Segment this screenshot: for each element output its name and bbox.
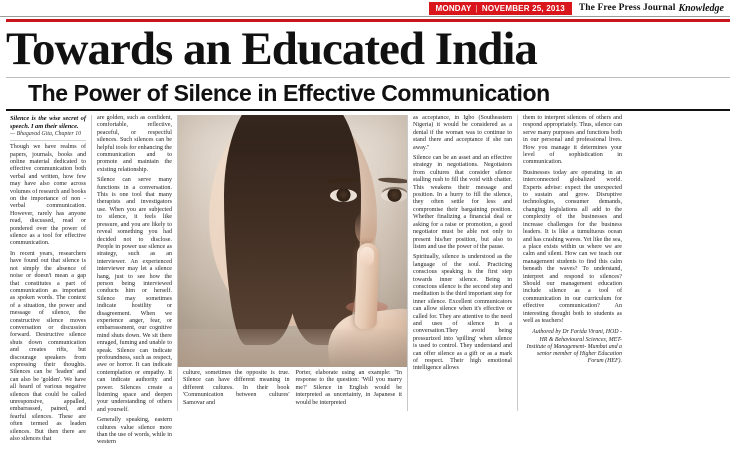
paragraph: Silence can serve many functions in a conversation. This is one tool that many therapists and investigators use. When you are subjected to silence, it feels like pressure, and you are likely to reveal something you had decided not to disclose. People in power use silence as strategy, such as an interviewer. An experienced interviewer may let a silence hang, just to see how the person being interviewed conducts him or herself. Silence may sometimes indicate hostility or disagreement. When we experience anger, fear, or embarrassment, our cognitive mind shuts down. We sit there enraged, fuming and unable to speak. Silence can indicate profoundness, such as respect, awe or horror. It can indicate contemplation or empathy. It can indicate authority and power. Silences create a listening space and deepen your understanding of others and yourself. xyxy=(97,177,172,413)
paragraph: Businesses today are operating in an interconnected globalized world. Experts advise: expect the unexpected to sustain and grow. Disruptive technologies, consumer demands, changing legislations all add to the complexity of the businesses and increase challenges for the business leaders. It is like a tumultuous ocean and has crashing waves. Yet like the sea, a place exists within us where we are calm and silent. How can we teach our management students to find this calm beneath the waves? To understand, interpret and respond to silences? Should our management education include silence as a tool of communication in our curriculum for effective communication? An interesting thought both to students as well as teachers! xyxy=(523,169,622,324)
masthead-separator: | xyxy=(475,3,478,13)
article-column-3-left xyxy=(183,370,290,410)
page-title: Towards an Educated India xyxy=(6,23,537,75)
photo-eye-left xyxy=(330,189,357,202)
article-column-1 xyxy=(5,115,91,443)
pull-quote: Silence is the wise secret of speech. I am their silence. xyxy=(10,115,86,130)
subhead-band xyxy=(6,77,730,111)
masthead-day: MONDAY xyxy=(435,3,472,13)
paragraph: are golden, such as confident, comfortable, reflective, peaceful, or respectful silences. Such silences can be helpful tools for enhancing the communication and to promote and maintain the existing relationship. xyxy=(97,115,172,173)
paragraph: Spiritually, silence is understood as the language of the soul. Practicing conscious speaking is the first step towards inner silence. Being in conscious silence is the second step and meditation is the third important step for inner silence. Excellent communicators can allow silence when it's effective or called for. They are attentive to the need and uses of silence in a conversation.They avoid being pressurized into 'spilling' when silence is used to control. They understand and can offer silence as a gift or as a mark of respect. Their high emotional intelligence allows xyxy=(413,254,512,372)
photo-nose xyxy=(355,211,377,245)
photo-caption-row xyxy=(178,367,407,410)
article-body xyxy=(0,111,730,446)
article-photo xyxy=(178,115,407,367)
paragraph: Porter, elaborate using an example: "In response to the question: 'Will you marry me?' Silence in English would be interpreted as uncertainty, in Japanese it would be interpreted xyxy=(295,370,402,406)
paragraph: Generally speaking, eastern cultures value silence more than the use of words, while in western xyxy=(97,417,172,446)
photo-eye-right xyxy=(381,189,407,202)
photo-fingernail xyxy=(360,247,374,265)
article-column-3-right xyxy=(296,370,403,410)
paragraph: Silence can be an asset and an effective strategy in negotiations. Negotiators from cultures that consider silence stalling rush to fill the void with chatter. This weakens their message and position. In a hurry to fill the silence, they often settle for less and compromise their bargaining position. Whether finalizing a financial deal or asking for a raise or promotion, a good negotiator must be able not only to present his/her position, but also to listen and use the power of the pause. xyxy=(413,155,512,250)
paragraph: them to interpret silences of others and respond appropriately. Thus, silence can serve many purposes and functions both in our personal and professional lives. How you manage it determines your level of sophistication in communication. xyxy=(523,115,622,166)
author-byline: Authored by Dr Farida Virani, HOD - HR & Behavioural Sciences, MET-Institute of Management- Mumbai and a senior member of Higher Education Forum (HEF). xyxy=(526,329,622,365)
section-name: Knowledge xyxy=(678,2,724,14)
masthead-date: NOVEMBER 25, 2013 xyxy=(481,3,565,13)
paper-name: The Free Press Journal xyxy=(578,3,676,13)
title-block xyxy=(0,17,730,111)
pull-quote-source: — Bhagavad Gita, Chapter 10 xyxy=(10,131,86,141)
paragraph: Though we have realms of papers, journals, books and online material dedicated to effective communication both verbal and written, how few may have also come across volumes of research and books on the importance of non - verbal communication. However, rarely has anyone read, discussed, read or pondered over the power of silence as a tool for effective communication. xyxy=(10,144,86,247)
page-subtitle: The Power of Silence in Effective Communication xyxy=(28,80,550,106)
paragraph: as acceptance, in Igbo (Southeastern Nigeria) it would be considered as a denial if the woman was to continue to stand there and acceptance if she ran away." xyxy=(413,115,512,151)
accent-rule xyxy=(6,19,730,22)
article-column-3 xyxy=(177,115,407,411)
masthead xyxy=(0,0,730,16)
paragraph: In recent years, researchers have found out that silence is not simply the absence of noise or doesn't mean a gap that constitutes a part of communication as important as spoken words. The context of a situation, the power and message of silence, the constructive silence moves conversation or discussion forward. Destructive silence shuts down communication and creates rifts, but discourage speakers from expressing their thoughts. Silences can be 'leaden' and can also be 'golden'. We have all heard of various negative silences that could be called unresponsive, appalled, embarrassed, pained, and fearful silences. These are often termed as leaden silences. But then there are also silences that xyxy=(10,250,86,443)
article-column-5 xyxy=(517,115,627,411)
paragraph: culture, sometimes the opposite is true. Silence can have different meaning in different cultures. In their book 'Communication between cultures' Samovar and xyxy=(183,370,290,406)
article-column-2 xyxy=(91,115,177,446)
photo-shoulder xyxy=(178,329,407,367)
date-badge xyxy=(429,2,572,15)
article-column-4 xyxy=(407,115,517,411)
